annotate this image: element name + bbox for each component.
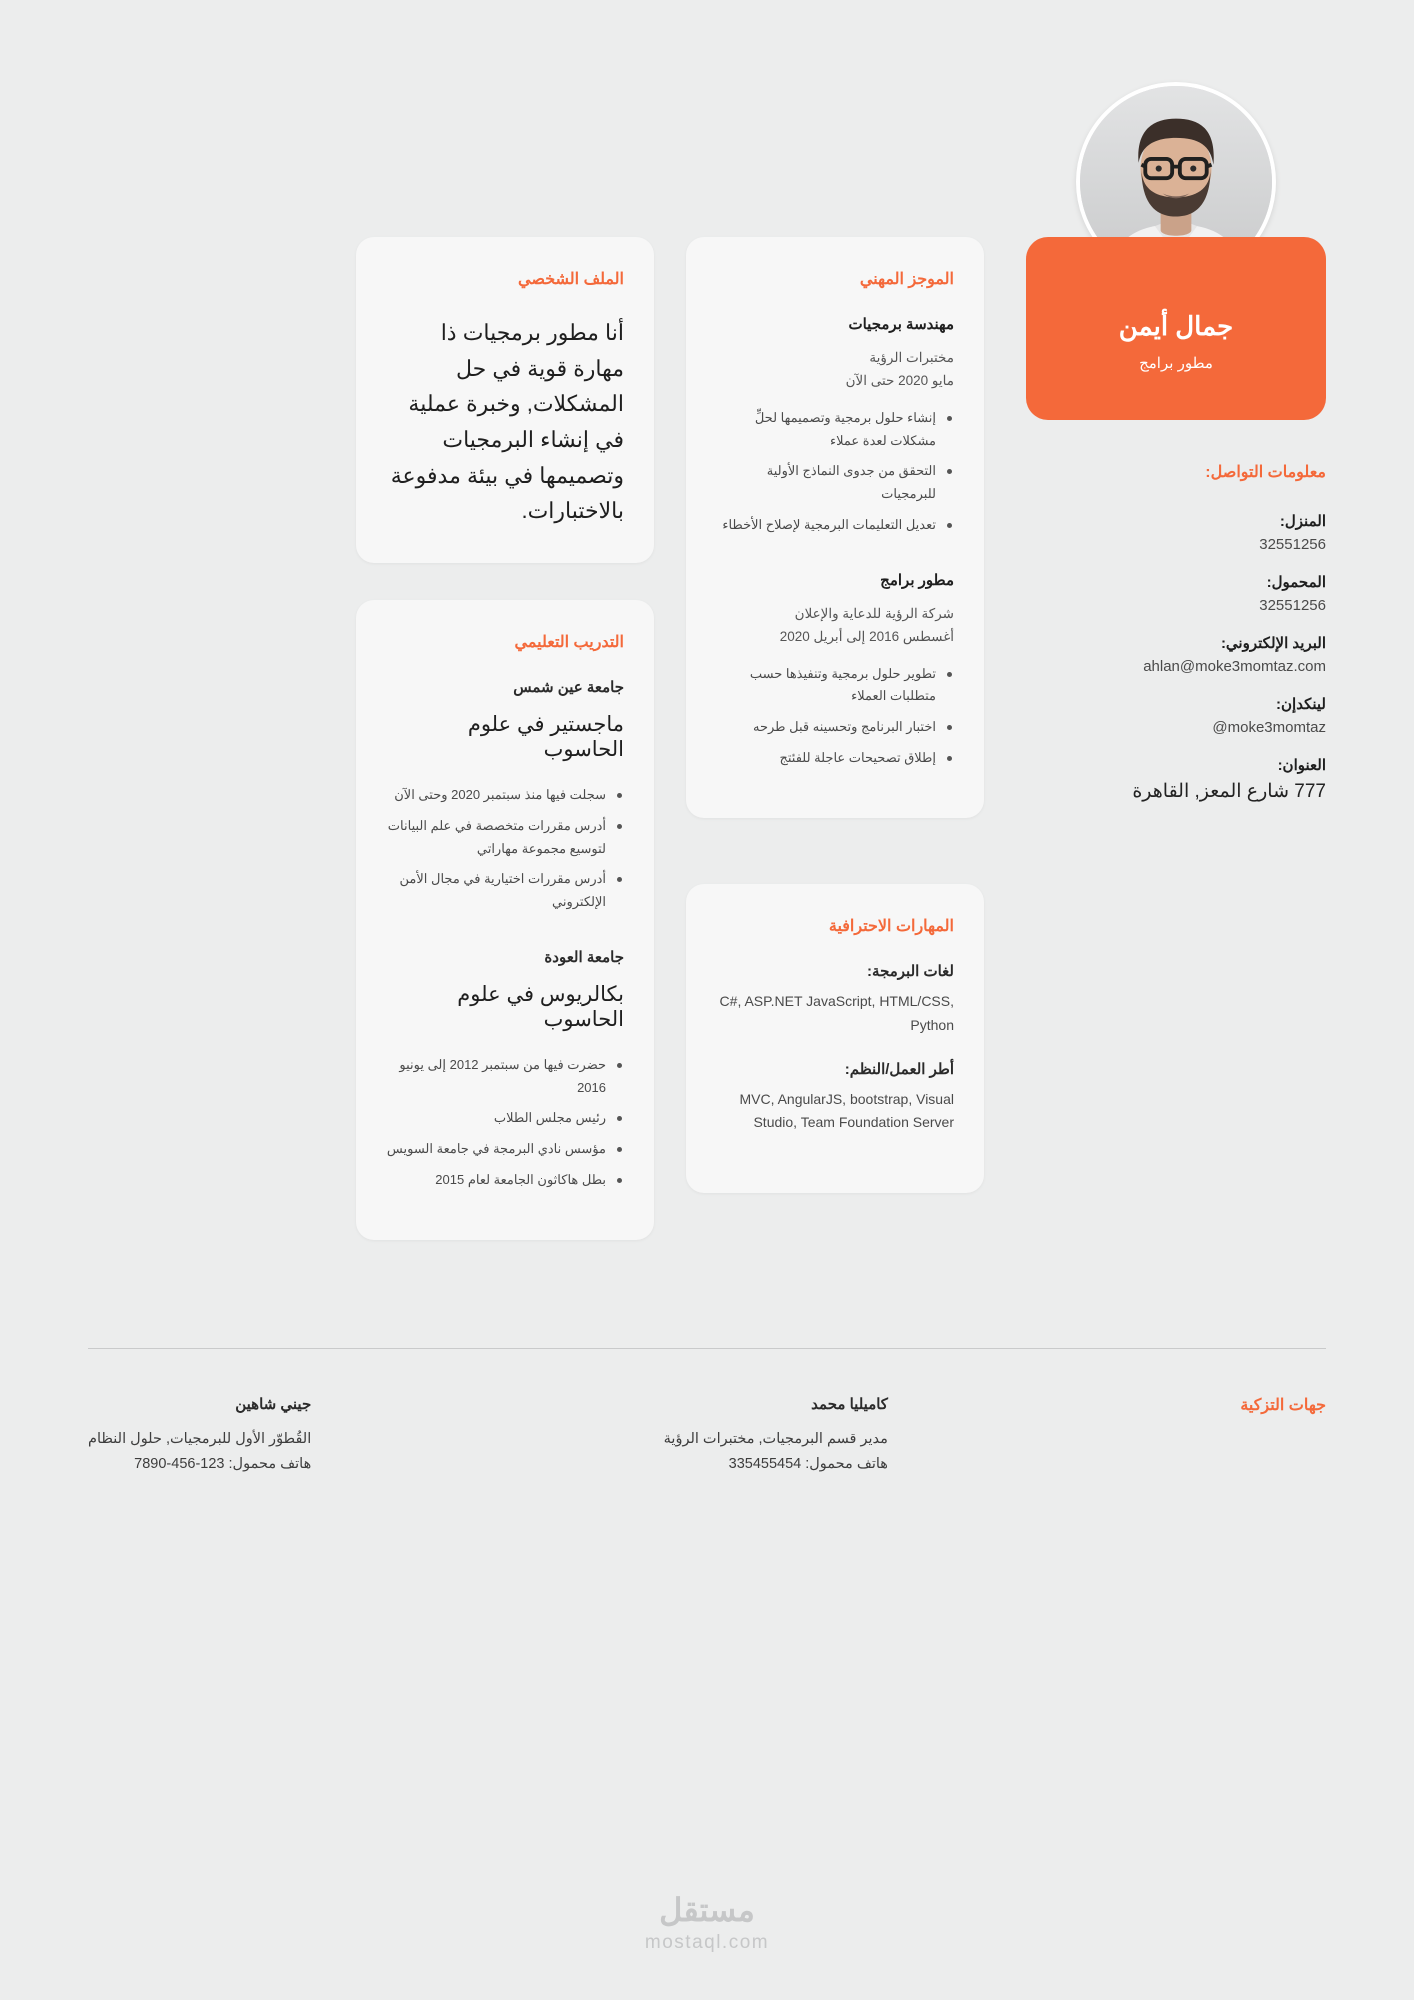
reference-phone: هاتف محمول: 335455454 bbox=[728, 1456, 888, 1473]
reference-phone: هاتف محمول: 123-456-7890 bbox=[134, 1456, 312, 1473]
contact-label: المنزل: bbox=[1279, 513, 1326, 530]
list-item: التحقق من جدوى النماذج الأولية للبرمجيات bbox=[716, 460, 954, 506]
brand-name-latin: mostaql.com bbox=[644, 1932, 770, 1953]
contact-item-home bbox=[1026, 512, 1326, 553]
spacer bbox=[716, 545, 954, 571]
contact-label: لينكدإن: bbox=[1276, 696, 1326, 713]
reference-position: مدير قسم البرمجيات, مختبرات الرؤية bbox=[663, 1431, 888, 1447]
reference-2 bbox=[88, 1395, 311, 1478]
contact-item-email bbox=[1026, 634, 1326, 675]
skill-group-label: أطر العمل/النظم: bbox=[844, 1060, 954, 1078]
list-item: تطوير حلول برمجية وتنفيذها حسب متطلبات العملاء bbox=[716, 663, 954, 709]
contact-label: العنوان: bbox=[1277, 757, 1326, 774]
references-section bbox=[88, 1395, 1326, 1478]
profile-card bbox=[356, 237, 654, 563]
reference-position: القُطوّر الأول للبرمجيات, حلول النظام bbox=[88, 1431, 312, 1447]
contact-value: 32551256 bbox=[1259, 597, 1326, 614]
contact-item-mobile bbox=[1026, 573, 1326, 614]
list-item: أدرس مقررات متخصصة في علم البيانات لتوسيع مجموعة مهاراتي bbox=[386, 815, 624, 861]
job-dates: مايو 2020 حتى الآن bbox=[845, 372, 954, 388]
education-bullets bbox=[386, 1054, 624, 1192]
job-dates: أغسطس 2016 إلى أبريل 2020 bbox=[779, 628, 954, 644]
job-company: شركة الرؤية للدعاية والإعلان bbox=[794, 605, 954, 621]
watermark bbox=[0, 1894, 1414, 1954]
reference-name: جيني شاهين bbox=[235, 1396, 312, 1413]
contact-value[interactable]: ahlan@moke3momtaz.com bbox=[1143, 658, 1326, 675]
list-item: أدرس مقررات اختيارية في مجال الأمن الإلكتروني bbox=[386, 868, 624, 914]
job-meta bbox=[716, 347, 954, 393]
section-title: الملف الشخصي bbox=[517, 271, 624, 288]
job-role: مطور برامج bbox=[880, 571, 954, 589]
reference-name: كاميليا محمد bbox=[811, 1396, 888, 1413]
reference-1 bbox=[664, 1395, 888, 1478]
list-item: تعديل التعليمات البرمجية لإصلاح الأخطاء bbox=[716, 514, 954, 537]
list-item: إنشاء حلول برمجية وتصميمها لحلِّ مشكلات لعدة عملاء bbox=[716, 407, 954, 453]
education-degree: ماجستير في علوم الحاسوب bbox=[467, 713, 624, 761]
contact-section bbox=[1026, 462, 1326, 823]
contact-label: البريد الإلكتروني: bbox=[1220, 635, 1326, 652]
list-item: حضرت فيها من سبتمبر 2012 إلى يونيو 2016 bbox=[386, 1054, 624, 1100]
education-school: جامعة العودة bbox=[544, 948, 624, 966]
job-meta bbox=[716, 603, 954, 649]
contact-item-linkedin bbox=[1026, 695, 1326, 736]
list-item: بطل هاكاثون الجامعة لعام 2015 bbox=[386, 1169, 624, 1192]
education-degree: بكالريوس في علوم الحاسوب bbox=[457, 982, 624, 1031]
footer-divider bbox=[88, 1348, 1326, 1349]
skill-group-value: C#, ASP.NET JavaScript, HTML/CSS, Python bbox=[719, 993, 954, 1033]
professional-summary-card bbox=[686, 237, 984, 818]
contact-value[interactable]: moke3momtaz@ bbox=[1212, 719, 1326, 736]
section-title: الموجز المهني bbox=[859, 271, 954, 288]
skill-group-label: لغات البرمجة: bbox=[867, 963, 954, 980]
contact-label: المحمول: bbox=[1266, 574, 1326, 591]
education-card bbox=[356, 600, 654, 1240]
contact-value: 777 شارع المعز, القاهرة bbox=[1132, 781, 1326, 802]
person-role: مطور برامج bbox=[1139, 355, 1213, 372]
section-title: جهات التزكية bbox=[1240, 1397, 1326, 1414]
person-name: جمال أيمن bbox=[1118, 311, 1234, 341]
job-bullets bbox=[716, 407, 954, 537]
profile-text: أنا مطور برمجيات ذا مهارة قوية في حل المشكلات, وخبرة عملية في إنشاء البرمجيات وتصميمها في بيئة مدفوعة بالاختبارات. bbox=[390, 320, 624, 524]
skill-group-value: MVC, AngularJS, bootstrap, Visual Studio, Team Foundation Server bbox=[739, 1090, 954, 1131]
name-card bbox=[1026, 237, 1326, 420]
list-item: سجلت فيها منذ سبتمبر 2020 وحتى الآن bbox=[386, 784, 624, 807]
education-bullets bbox=[386, 784, 624, 914]
job-bullets bbox=[716, 663, 954, 770]
contact-item-address bbox=[1026, 756, 1326, 803]
job-company: مختبرات الرؤية bbox=[869, 350, 954, 365]
skills-card bbox=[686, 884, 984, 1193]
section-title: التدريب التعليمي bbox=[514, 634, 624, 651]
contact-value: 32551256 bbox=[1259, 536, 1326, 553]
references-title-col bbox=[1240, 1395, 1326, 1478]
list-item: مؤسس نادي البرمجة في جامعة السويس bbox=[386, 1138, 624, 1161]
education-school: جامعة عين شمس bbox=[513, 679, 624, 696]
job-role: مهندسة برمجيات bbox=[848, 316, 954, 333]
section-title: المهارات الاحترافية bbox=[828, 918, 954, 935]
contact-title: معلومات التواصل: bbox=[1205, 464, 1326, 481]
spacer bbox=[386, 922, 624, 948]
list-item: رئيس مجلس الطلاب bbox=[386, 1107, 624, 1130]
list-item: اختبار البرنامج وتحسينه قبل طرحه bbox=[716, 716, 954, 739]
list-item: إطلاق تصحيحات عاجلة للفئتج bbox=[716, 747, 954, 770]
brand-name-arabic: مستقل bbox=[659, 1892, 755, 1928]
